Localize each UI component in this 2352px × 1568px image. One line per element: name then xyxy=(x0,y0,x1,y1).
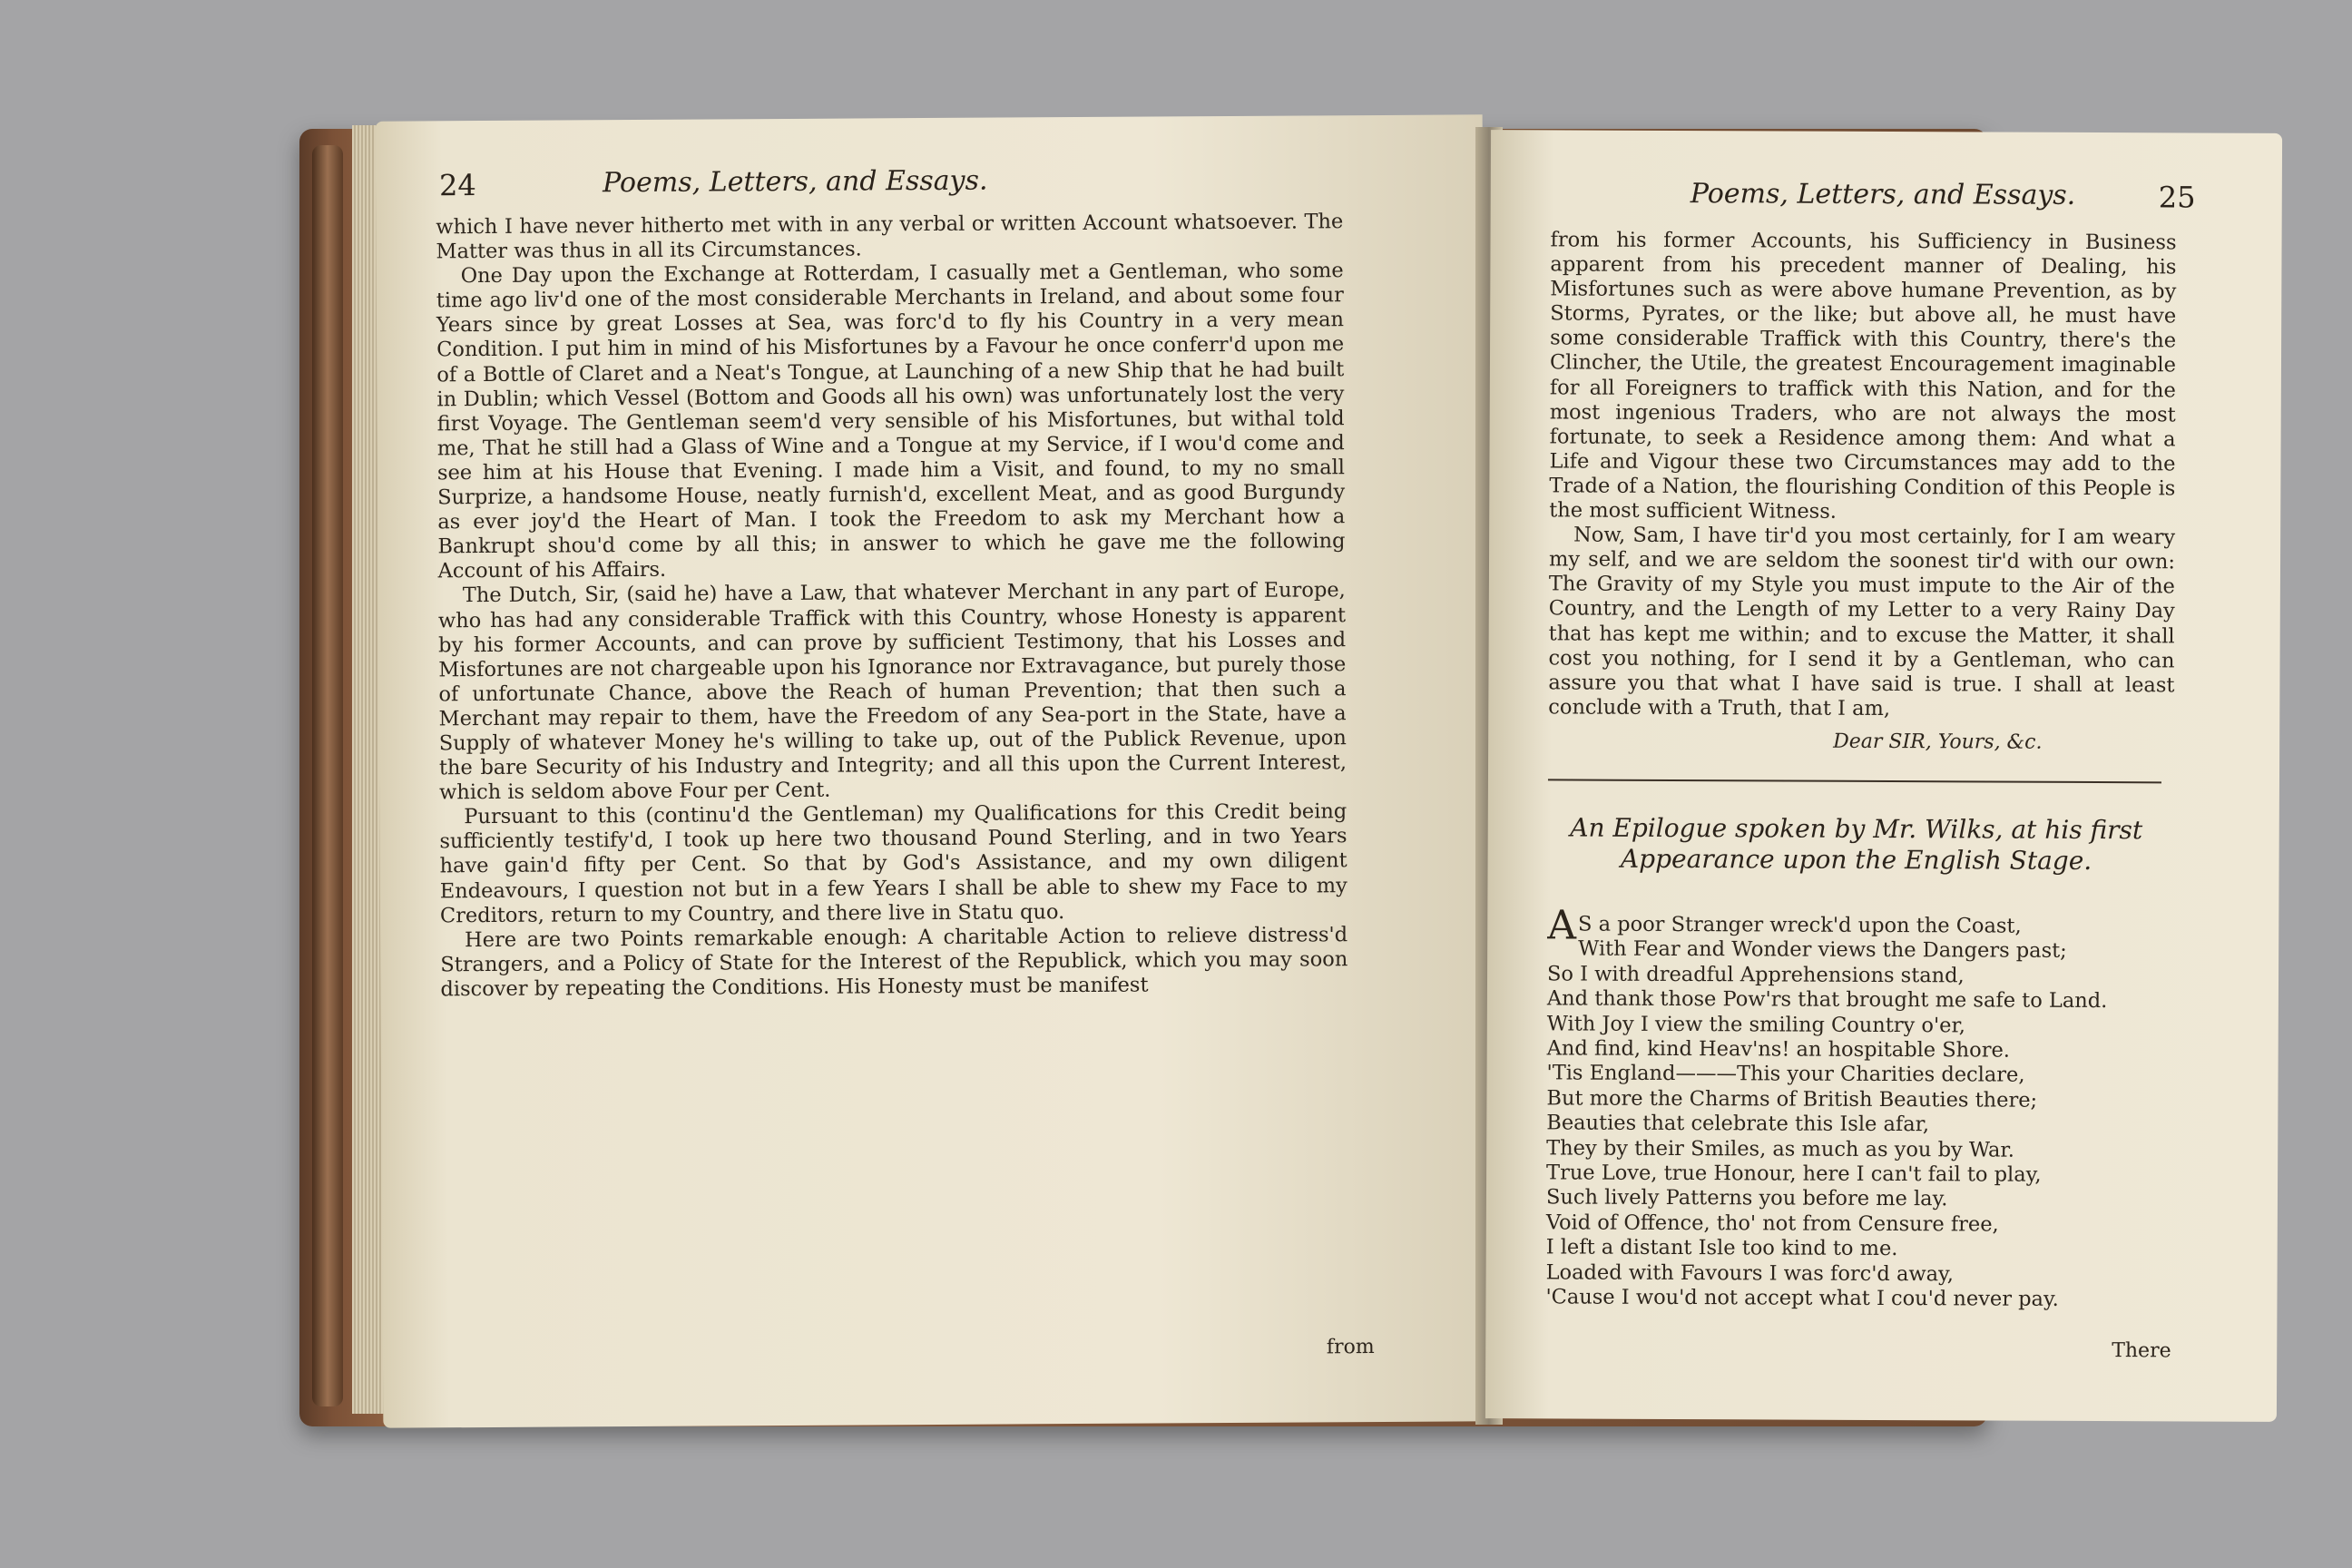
poem-line: But more the Charms of British Beauties there; xyxy=(1546,1086,2038,1112)
poem-line: They by their Smiles, as much as you by War. xyxy=(1546,1136,2014,1162)
poem-line: So I with dreadful Apprehensions stand, xyxy=(1546,962,1965,988)
left-paragraph: The Dutch, Sir, (said he) have a Law, that whatever Merchant in any part of Europe, who has had any considerable Traffick with this Country, whose Honesty is apparent by his former Accounts, and can prove by sufficient Testimony, that his Losses and Misfortunes are not chargeable upon his Ignorance nor Extravagance, but purely those of unfortunate Chance, above the Reach of human Prevention; that then such a Merchant may repair to them, have the Freedom of any Sea-port in the State, have a Supply of whatever Money he's willing to take up, out of the Publick Revenue, upon the bare Security of his Industry and Integrity; and all this upon the Current Interest, which is seldom above Four per Cent. xyxy=(437,578,1348,805)
poem-line: Beauties that celebrate this Isle afar, xyxy=(1546,1111,1930,1137)
section-rule xyxy=(1548,779,2161,783)
poem-line: And find, kind Heav'ns! an hospitable Shore. xyxy=(1546,1036,2011,1063)
epilogue-heading: An Epilogue spoken by Mr. Wilks, at his first Appearance upon the English Stage. xyxy=(1570,812,2143,877)
drop-cap: A xyxy=(1547,902,1577,949)
right-page xyxy=(1485,130,2282,1422)
left-paragraph: One Day upon the Exchange at Rotterdam, I casually met a Gentleman, who some time ago liv'd one of the most considerable Merchants in Ireland, and about some four Years since by great Losses at Sea, was forc'd to fly his Country in a very mean Condition. I put him in mind of his Misfortunes by a Favour he once conferr'd upon me of a Bottle of Claret and a Neat's Tongue, at Launching of a new Ship that he had built in Dublin; which Vessel (Bottom and Goods all his own) was unfortunately lost the very first Voyage. The Gentleman seem'd very sensible of his Misfortunes, but withal told me, That he still had a Glass of Wine and a Tongue at my Service, if I wou'd come and see him at his House that Evening. I made him a Visit, and found, to my no small Surprize, a handsome House, neatly furnish'd, excellent Meat, and as good Burgundy as ever joy'd the Heart of Man. I took the Freedom to ask my Merchant how a Bankrupt shou'd come by all this; in answer to which he gave me the following Account of his Affairs. xyxy=(436,259,1346,583)
poem-line: I left a distant Isle too kind to me. xyxy=(1545,1235,1898,1261)
poem-line: With Joy I view the smiling Country o'er, xyxy=(1546,1012,1965,1038)
left-paragraph: Pursuant to this (continu'd the Gentleman) my Qualifications for this Credit being sufficiently testify'd, I took up here two thousand Pound Sterling, and in two Years have gain'd fifty per Cent. So that by God's Assistance, and my own diligent Endeavours, I question not but in a few Years I shall be able to shew my Face to my Creditors, return to my Country, and there live in Statu quo. xyxy=(439,799,1348,927)
open-book xyxy=(299,109,2196,1425)
poem-line: With Fear and Wonder views the Dangers past; xyxy=(1578,936,2067,964)
poem-line: 'Tis England———This your Charities declare, xyxy=(1546,1061,2025,1088)
left-catchword: from xyxy=(1326,1336,1375,1359)
left-page xyxy=(376,114,1491,1427)
poem-line: True Love, true Honour, here I can't fail to play, xyxy=(1546,1161,2042,1187)
right-text-block xyxy=(1548,228,2176,722)
poem-line: Loaded with Favours I was forc'd away, xyxy=(1545,1260,1955,1287)
poem-line: S a poor Stranger wreck'd upon the Coast, xyxy=(1578,912,2022,938)
book-spine xyxy=(312,145,343,1406)
left-running-head: Poems, Letters, and Essays. xyxy=(602,164,988,200)
poem-line: Void of Offence, tho' not from Censure free, xyxy=(1545,1210,1999,1237)
right-folio: 25 xyxy=(2158,180,2196,215)
left-text-block xyxy=(436,210,1348,1002)
right-catchword: There xyxy=(2112,1339,2171,1363)
left-paragraph: which I have never hitherto met with in any verbal or written Account whatsoever. The Matter was thus in all its Circumstances. xyxy=(436,210,1344,264)
left-paragraph: Here are two Points remarkable enough: A charitable Action to relieve distress'd Strangers, and a Policy of State for the Interest of the Republick, which you may soon discover by repeating the Conditions. His Honesty must be manifest xyxy=(440,922,1348,1002)
poem-line: Such lively Patterns you before me lay. xyxy=(1545,1185,1948,1211)
right-paragraph: Now, Sam, I have tir'd you most certainly, for I am weary my self, and we are seldom the soonest tir'd with our own: The Gravity of my Style you must impute to the Air of the Country, and the Length of my Letter to a very Rainy Day that has kept me within; and to excuse the Matter, it shall cost you nothing, for I send it by a Gentleman, who can assure you that what I have said is true. I shall at least conclude with a Truth, that I am, xyxy=(1548,523,2176,720)
letter-signature: Dear SIR, Yours, &c. xyxy=(1833,730,2043,754)
poem-line: And thank those Pow'rs that brought me safe to Land. xyxy=(1546,986,2108,1014)
left-folio: 24 xyxy=(438,168,476,203)
epilogue-poem xyxy=(1545,902,2173,1313)
right-paragraph: from his former Accounts, his Sufficiency in Business apparent from his precedent manner of Dealing, his Misfortunes such as were above humane Prevention, as by Storms, Pyrates, or the like; but above all, he must have some considerable Traffick with this Country, there's the Clincher, the Utile, the greatest Encouragement imaginable for all Foreigners to traffick with this Nation, and for the most ingenious Traders, who are not always the most fortunate, to seek a Residence among them: And what a Life and Vigour these two Circumstances may add to the Trade of a Nation, the flourishing Condition of this People is the most sufficient Witness. xyxy=(1549,228,2177,524)
poem-line: 'Cause I wou'd not accept what I cou'd never pay. xyxy=(1545,1285,2059,1311)
right-running-head: Poems, Letters, and Essays. xyxy=(1690,178,2076,211)
